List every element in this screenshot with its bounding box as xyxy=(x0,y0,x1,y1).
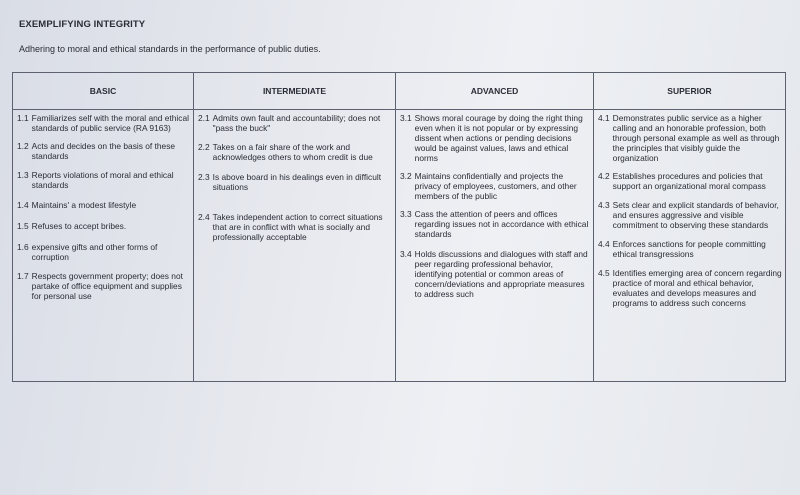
item-text: Familiarizes self with the moral and ethical standards of public service (RA 9163) xyxy=(31,113,189,133)
list-item xyxy=(17,113,190,133)
list-item xyxy=(17,200,190,210)
document-title: EXEMPLIFYING INTEGRITY xyxy=(19,19,146,30)
item-number: 1.7 xyxy=(17,271,29,281)
list-item xyxy=(400,209,590,239)
item-number: 4.2 xyxy=(598,171,610,181)
list-item xyxy=(598,200,782,230)
item-number: 1.5 xyxy=(17,221,29,231)
item-number: 3.3 xyxy=(400,209,412,219)
list-item xyxy=(198,212,392,242)
list-item xyxy=(17,242,190,262)
item-text: Acts and decides on the basis of these standards xyxy=(31,141,176,161)
item-number: 1.3 xyxy=(17,170,29,180)
item-text: Establishes procedures and policies that support an organizational moral compass xyxy=(612,171,766,191)
list-item xyxy=(598,268,782,308)
item-number: 2.3 xyxy=(198,172,210,182)
item-text: Is above board in his dealings even in difficult situations xyxy=(212,172,382,192)
item-number: 3.1 xyxy=(400,113,412,123)
column-basic xyxy=(13,110,194,382)
item-text: Takes on a fair share of the work and acknowledges others to whom credit is due xyxy=(212,142,373,162)
item-number: 1.6 xyxy=(17,242,29,252)
list-item xyxy=(598,239,782,259)
header-basic: BASIC xyxy=(13,73,194,110)
item-text: Identifies emerging area of concern regarding practice of moral and ethical behavior, evaluates and develops measures and programs to address such concerns xyxy=(612,268,782,308)
list-item xyxy=(17,141,190,161)
list-item xyxy=(198,142,392,162)
column-advanced xyxy=(396,110,594,382)
header-row xyxy=(13,73,786,110)
item-number: 1.1 xyxy=(17,113,29,123)
item-text: Demonstrates public service as a higher calling and an honorable profession, both through personal example as well as through the principles that visibly guide the organization xyxy=(612,113,780,163)
item-text: Takes independent action to correct situations that are in conflict with what is socially and professionally acceptable xyxy=(212,212,383,242)
item-text: Refuses to accept bribes. xyxy=(31,221,127,231)
item-text: Holds discussions and dialogues with staff and peer regarding professional behavior, identifying potential or common areas of concern/deviations and appropriate measures to address such xyxy=(414,249,588,299)
column-intermediate xyxy=(194,110,396,382)
item-number: 1.4 xyxy=(17,200,29,210)
item-number: 4.1 xyxy=(598,113,610,123)
item-text: expensive gifts and other forms of corruption xyxy=(31,242,158,262)
item-text: Respects government property; does not partake of office equipment and supplies for personal use xyxy=(31,271,183,301)
list-item xyxy=(400,171,590,201)
item-number: 3.4 xyxy=(400,249,412,259)
item-text: Enforces sanctions for people committing ethical transgressions xyxy=(612,239,766,259)
list-item xyxy=(17,271,190,301)
item-number: 4.3 xyxy=(598,200,610,210)
body-row xyxy=(13,110,786,382)
item-text: Maintains confidentially and projects the privacy of employees, customers, and other members of the public xyxy=(414,171,577,201)
item-number: 4.4 xyxy=(598,239,610,249)
list-item xyxy=(198,113,392,133)
item-text: Cass the attention of peers and offices regarding issues not in accordance with ethical standards xyxy=(414,209,589,239)
list-item xyxy=(400,249,590,299)
item-text: Sets clear and explicit standards of behavior, and ensures aggressive and visible commitment to observing these standards xyxy=(612,200,779,230)
list-item xyxy=(598,171,782,191)
item-number: 3.2 xyxy=(400,171,412,181)
list-item xyxy=(400,113,590,163)
item-number: 2.1 xyxy=(198,113,210,123)
list-item xyxy=(198,172,392,192)
header-intermediate: INTERMEDIATE xyxy=(194,73,396,110)
column-superior xyxy=(594,110,786,382)
header-advanced: ADVANCED xyxy=(396,73,594,110)
item-number: 4.5 xyxy=(598,268,610,278)
item-number: 1.2 xyxy=(17,141,29,151)
list-item xyxy=(17,170,190,190)
item-text: Admits own fault and accountability; does not "pass the buck" xyxy=(212,113,381,133)
competency-table xyxy=(12,72,786,382)
list-item xyxy=(17,221,190,231)
item-number: 2.2 xyxy=(198,142,210,152)
item-text: Maintains' a modest lifestyle xyxy=(31,200,137,210)
item-text: Reports violations of moral and ethical standards xyxy=(31,170,174,190)
document-description: Adhering to moral and ethical standards in the performance of public duties. xyxy=(19,44,321,54)
list-item xyxy=(598,113,782,163)
header-superior: SUPERIOR xyxy=(594,73,786,110)
item-text: Shows moral courage by doing the right thing even when it is not popular or by expressing dissent when actions or pending decisions would be against values, laws and ethical norms xyxy=(414,113,583,163)
item-number: 2.4 xyxy=(198,212,210,222)
